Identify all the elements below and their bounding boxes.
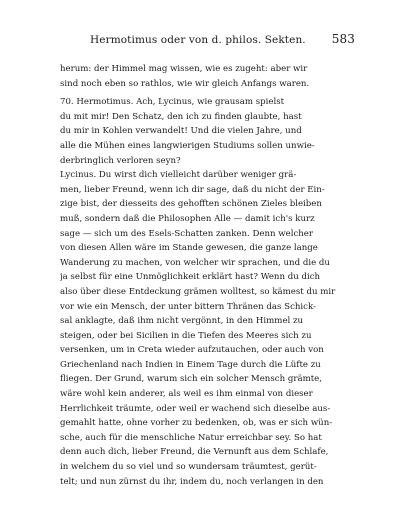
text-line: wäre wohl kein anderer, als weil es ihm einmal von dieser (60, 389, 313, 400)
text-line: sind noch eben so rathlos, wie wir gleich Anfangs waren. (60, 78, 310, 89)
text-line: denn auch dich, lieber Freund, die Vernunft aus dem Schlafe, (60, 447, 329, 458)
text-line: steigen, oder bei Sicilien in die Tiefen des Meeres sich zu (60, 330, 312, 341)
text-line: vor wie ein Mensch, der unter bittern Thränen das Schick- (60, 301, 316, 312)
text-line: sage — sich um des Esels-Schatten zanken. Denn welcher (60, 228, 313, 239)
text-line: herum: der Himmel mag wissen, wie es zugeht: aber wir (60, 64, 308, 74)
text-line: du mir in Kohlen verwandelt! Und die vielen Jahre, und (60, 126, 302, 137)
text-line: Wanderung zu machen, von welcher wir sprachen, und die du (60, 257, 330, 268)
text-line: sal anklagte, daß ihm nicht vergönnt, in den Himmel zu (60, 316, 304, 327)
text-line: in welchem du so viel und so wundersam träumtest, gerüt- (60, 462, 317, 473)
text-line: von diesen Allen wäre im Stande gewesen, die ganze lange (60, 243, 318, 254)
text-line: du mit mir! Den Schatz, den ich zu finden glaubte, hast (60, 111, 302, 122)
text-line: fliegen. Der Grund, warum sich ein solcher Mensch grämte, (60, 374, 322, 385)
text-line: 70. Hermotimus. Ach, Lycinus, wie grausam spielst (60, 97, 285, 108)
text-line: zige bist, der diesseits des gehofften schönen Zieles bleiben (60, 199, 322, 210)
page-header (90, 32, 355, 46)
body-text (60, 62, 350, 489)
text-line: Lycinus. Du wirst dich vielleicht darüber weniger grä- (60, 170, 297, 181)
page-number: 583 (331, 32, 355, 46)
text-line: muß, sondern daß die Philosophen Alle — damit ich's kurz (60, 213, 315, 224)
text-line: men, lieber Freund, wenn ich dir sage, daß du nicht der Ein- (60, 184, 325, 195)
text-line: ja selbst für eine Unmöglichkeit erklärt hast? Wenn du dich (60, 272, 321, 283)
text-line: alle die Mühen eines langwierigen Studiums sollen unwie- (60, 140, 315, 151)
running-title: Hermotimus oder von d. philos. Sekten. (90, 34, 306, 46)
text-line: also über diese Entdeckung grämen wolltest, so kämest du mir (60, 286, 336, 297)
text-line: sche, auch für die menschliche Natur erreichbar sey. So hat (60, 432, 322, 443)
text-line: versenken, um in Creta wieder aufzutauchen, oder auch von (60, 345, 324, 356)
text-line: gemahlt hatte, ohne vorher zu bedenken, ob, was er sich wün- (60, 418, 333, 429)
text-line: derbringlich verloren seyn? (60, 155, 181, 166)
text-line: Griechenland nach Indien in Einem Tage durch die Lüfte zu (60, 359, 321, 370)
text-line: telt; und nun zürnst du ihr, indem du, noch verlangen in den (60, 476, 324, 487)
text-line: Herrlichkeit träumte, oder weil er wachend sich dieselbe aus- (60, 403, 331, 414)
